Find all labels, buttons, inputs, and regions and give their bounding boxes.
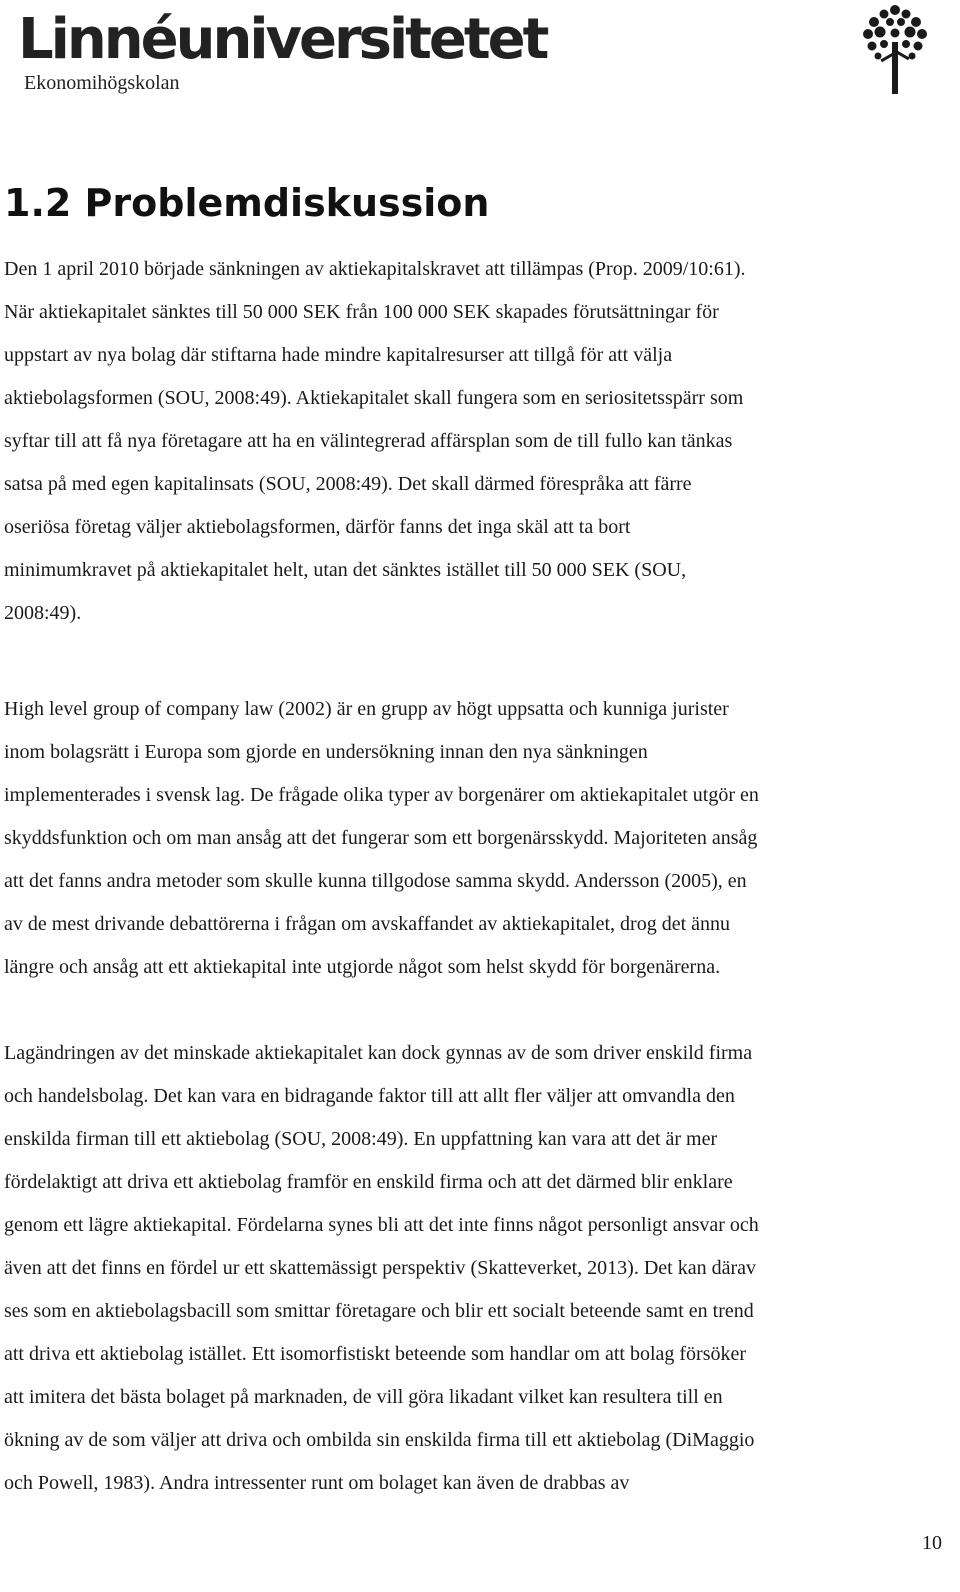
text-line: High level group of company law (2002) är en grupp av högt uppsatta och kunniga jurister [4,698,729,720]
text-line: ses som en aktiebolagsbacill som smittar företagare och blir ett socialt beteende samt en trend [4,1300,754,1322]
text-line: syftar till att få nya företagare att ha en välintegrerad affärsplan som de till fullo kan tänkas [4,430,733,452]
text-line: att driva ett aktiebolag istället. Ett isomorfistiskt beteende som handlar om att bolag försöker [4,1343,747,1365]
text-line: inom bolagsrätt i Europa som gjorde en undersökning innan den nya sänkningen [4,741,648,763]
university-logo-wordmark: Linnéuniversitetet [18,7,547,72]
text-line: ökning av de som väljer att driva och ombilda sin enskilda firma till ett aktiebolag (DiMaggio [4,1429,755,1451]
text-line: implementerades i svensk lag. De frågade olika typer av borgenärer om aktiekapitalet utgör en [4,784,759,806]
text-line: längre och ansåg att ett aktiekapital inte utgjorde något som helst skydd för borgenärerna. [4,956,721,978]
text-line: satsa på med egen kapitalinsats (SOU, 2008:49). Det skall därmed förespråka att färre [4,473,692,495]
text-line: minimumkravet på aktiekapitalet helt, utan det sänktes istället till 50 000 SEK (SOU, [4,559,687,581]
school-name: Ekonomihögskolan [24,72,180,94]
text-line: och handelsbolag. Det kan vara en bidragande faktor till att allt fler väljer att omvandla den [4,1085,735,1107]
text-line: att det fanns andra metoder som skulle kunna tillgodose samma skydd. Andersson (2005), en [4,870,747,892]
text-line: aktiebolagsformen (SOU, 2008:49). Aktiekapitalet skall fungera som en seriositetsspärr som [4,387,744,409]
paragraph-3 [4,1032,954,1505]
page-number: 10 [922,1532,942,1554]
tree-icon [860,4,930,94]
text-line: även att det finns en fördel ur ett skattemässigt perspektiv (Skatteverket, 2013). Det kan därav [4,1257,756,1279]
text-line: uppstart av nya bolag där stiftarna hade mindre kapitalresurser att tillgå för att välja [4,344,673,366]
paragraph-2 [4,688,954,989]
section-heading: 1.2 Problemdiskussion [4,181,490,225]
text-line: av de mest drivande debattörerna i frågan om avskaffandet av aktiekapitalet, drog det ännu [4,913,731,935]
text-line: att imitera det bästa bolaget på marknaden, de vill göra likadant vilket kan resultera till en [4,1386,723,1408]
text-line: genom ett lägre aktiekapital. Fördelarna synes bli att det inte finns något personligt ansvar och [4,1214,759,1236]
text-line: fördelaktigt att driva ett aktiebolag framför en enskild firma och att det därmed blir enklare [4,1171,733,1193]
text-line: Den 1 april 2010 började sänkningen av aktiekapitalskravet att tillämpas (Prop. 2009/10:61). [4,258,746,280]
paragraph-1 [4,248,954,635]
text-line: skyddsfunktion och om man ansåg att det fungerar som ett borgenärsskydd. Majoriteten ansåg [4,827,758,849]
text-line: 2008:49). [4,602,82,624]
text-line: oseriösa företag väljer aktiebolagsformen, därför fanns det inga skäl att ta bort [4,516,631,538]
text-line: När aktiekapitalet sänktes till 50 000 SEK från 100 000 SEK skapades förutsättningar för [4,301,719,323]
text-line: Lagändringen av det minskade aktiekapitalet kan dock gynnas av de som driver enskild firma [4,1042,753,1064]
text-line: och Powell, 1983). Andra intressenter runt om bolaget kan även de drabbas av [4,1472,630,1494]
text-line: enskilda firman till ett aktiebolag (SOU, 2008:49). En uppfattning kan vara att det är mer [4,1128,718,1150]
